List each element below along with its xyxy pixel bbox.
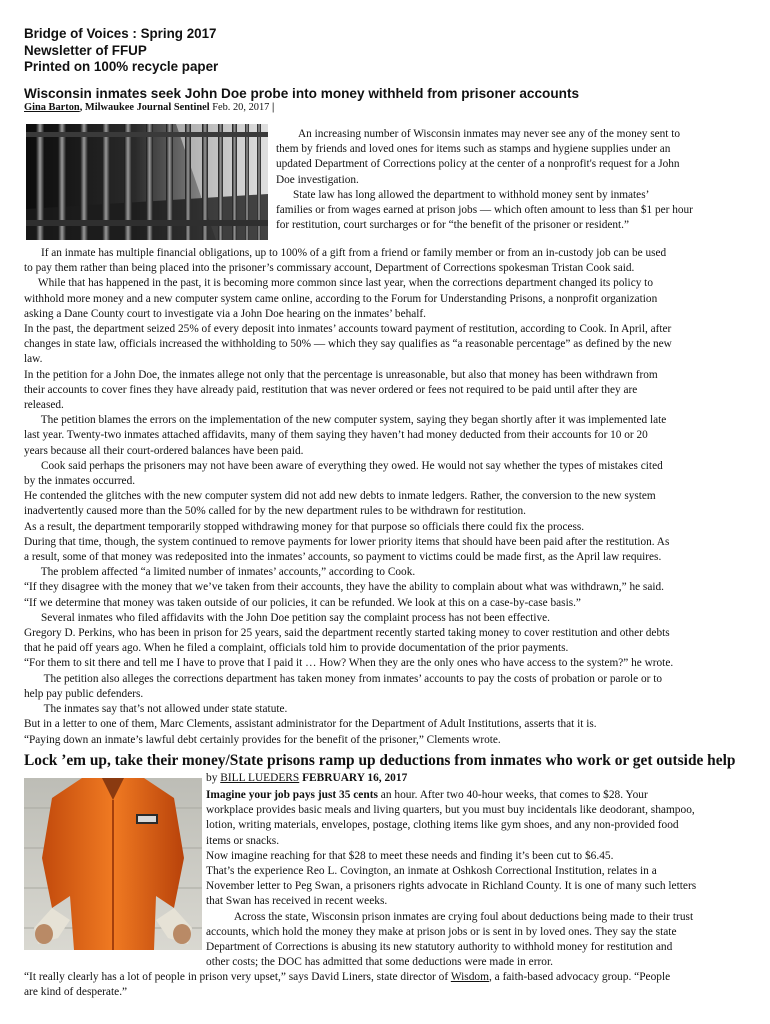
text-line: That’s the experience Reo L. Covington, an inmate at Oshkosh Correctional Institution, relates in a bbox=[206, 865, 657, 878]
text-line: The petition also alleges the corrections department has taken money from inmates’ accounts to pay the costs of probation or parole or to bbox=[24, 672, 662, 685]
article2-body bbox=[206, 788, 696, 970]
article1-date: Feb. 20, 2017 bbox=[209, 102, 270, 113]
text-line: families or from wages earned at prison jobs — which often amount to less than $1 per hour bbox=[276, 204, 693, 217]
orange-jumpsuit-photo bbox=[24, 778, 202, 950]
text-line: “For them to sit there and tell me I have to prove that I paid it … How? When they are the only ones who have access to the system?” he wrote. bbox=[24, 657, 674, 670]
article2-author-link[interactable]: BILL LUEDERS bbox=[220, 772, 300, 784]
text-line: The inmates say that’s not allowed under state statute. bbox=[24, 703, 288, 716]
text-line: Several inmates who filed affidavits with the John Doe petition say the complaint process has not been effective. bbox=[24, 611, 551, 624]
text-line: Cook said perhaps the prisoners may not have been aware of everything they owed. He would not say whether the types of mistakes cited bbox=[24, 459, 663, 472]
text-line: that Swan has received in recent weeks. bbox=[206, 895, 388, 908]
text-line: inadvertently caused more than the 50% called for by the new department rules to be withdrawn for restitution. bbox=[24, 505, 526, 518]
text-line bbox=[24, 970, 670, 985]
text-line: State law has long allowed the department to withhold money sent by inmates’ bbox=[276, 188, 650, 201]
article2-date: FEBRUARY 16, 2017 bbox=[299, 772, 408, 784]
quote-pre: “It really clearly has a lot of people in prison very upset,” says David Liners, state director of bbox=[24, 971, 451, 983]
text-line: During that time, though, the system continued to remove payments for lower priority items that should have been paid after the restitution. As bbox=[24, 535, 670, 548]
wisdom-link[interactable]: Wisdom bbox=[450, 971, 489, 983]
text-line: workplace provides basic meals and living quarters, but you must buy incidentals like deodorant, shampoo, bbox=[206, 804, 695, 817]
text-line: items or snacks. bbox=[206, 834, 280, 847]
text-line: help pay public defenders. bbox=[24, 687, 144, 700]
text-line: withhold more money and a new computer system came online, according to the Forum for Understanding Prisons, a nonprofit organization bbox=[24, 292, 658, 305]
article1-author-link[interactable]: Gina Barton bbox=[24, 102, 80, 113]
newsletter-header bbox=[24, 26, 218, 76]
text-line: If an inmate has multiple financial obligations, up to 100% of a gift from a friend or family member or from an in-custody job can be used bbox=[24, 247, 667, 259]
text-line: accounts, which hold the money they make at prison jobs or is sent in by loved ones. They say the state bbox=[206, 925, 677, 938]
text-line: asking a Dane County court to investigate via a John Doe hearing on the inmates’ behalf. bbox=[24, 307, 426, 320]
text-line: “If we determine that money was taken outside of our policies, it can be refunded. We look at this on a case-by-case basis.” bbox=[24, 596, 581, 609]
text-line: last year. Twenty-two inmates attached affidavits, many of them saying they haven’t had money deducted from their accounts for 10 or 20 bbox=[24, 429, 648, 442]
text-line: The problem affected “a limited number of inmates’ accounts,” according to Cook. bbox=[24, 566, 416, 579]
text-line: law. bbox=[24, 353, 43, 366]
text-line: Gregory D. Perkins, who has been in prison for 25 years, said the department recently started taking money to cover restitution and other debts bbox=[24, 627, 670, 640]
text-line: But in a letter to one of them, Marc Clements, assistant administrator for the Department of Adult Institutions, asserts that it is. bbox=[24, 718, 597, 731]
article2-by: by bbox=[206, 772, 221, 784]
article2-byline bbox=[206, 772, 407, 784]
article1-headline: Wisconsin inmates seek John Doe probe into money withheld from prisoner accounts bbox=[24, 86, 580, 101]
article2-lead-rest: an hour. After two 40-hour weeks, that comes to $28. Your bbox=[377, 789, 648, 801]
text-line: Now imagine reaching for that $28 to meet these needs and finding it’s been cut to $6.45. bbox=[206, 849, 614, 862]
text-line: released. bbox=[24, 399, 64, 412]
text-line: by the inmates occurred. bbox=[24, 475, 136, 488]
article1-intro bbox=[276, 127, 693, 233]
text-line: their accounts to cover fines they have already paid, restitution that was never ordered or fees not required to be paid until after they are bbox=[24, 383, 638, 396]
article2-lead-bold: Imagine your job pays just 35 cents bbox=[206, 789, 378, 801]
text-line: updated Department of Corrections policy at the center of a nonprofit's request for a John bbox=[276, 158, 680, 171]
text-line: As a result, the department temporarily stopped withdrawing money for that purpose so officials there could fix the process. bbox=[24, 520, 585, 533]
text-line: An increasing number of Wisconsin inmates may never see any of the money sent to bbox=[276, 128, 681, 140]
article1-separator: | bbox=[269, 102, 275, 113]
quote-post: , a faith-based advocacy group. “People bbox=[488, 971, 671, 983]
article1-byline bbox=[24, 102, 274, 113]
text-line: changes in state law, officials increased the withholding to 50% — which they say qualifies as “a reasonable percentage” as defined by the new bbox=[24, 338, 672, 351]
text-line: Doe investigation. bbox=[276, 173, 359, 186]
newsletter-note: Printed on 100% recycle paper bbox=[24, 59, 219, 74]
text-line: November letter to Peg Swan, a prisoners rights advocate in Richland County. It is one of many such letters bbox=[206, 880, 697, 893]
article2-headline: Lock ’em up, take their money/State prisons ramp up deductions from inmates who work or get outside help bbox=[24, 752, 736, 769]
prison-bars-photo bbox=[26, 124, 268, 240]
text-line: While that has happened in the past, it is becoming more common since last year, when the corrections department changed its policy to bbox=[24, 277, 653, 290]
text-line: In the petition for a John Doe, the inmates allege not only that the percentage is unreasonable, but also that money has been withdrawn from bbox=[24, 368, 658, 381]
text-line: are kind of desperate.” bbox=[24, 986, 128, 999]
article1-body bbox=[24, 246, 673, 748]
text-line: lotion, writing materials, envelopes, postage, clothing items like gym shoes, and any non-provided food bbox=[206, 819, 679, 832]
text-line: In the past, the department seized 25% of every deposit into inmates’ accounts toward payment of restitution, according to Cook. In April, after bbox=[24, 323, 672, 336]
text-line: The petition blames the errors on the implementation of the new computer system, saying they began shortly after it was implemented late bbox=[24, 414, 667, 427]
text-line: Across the state, Wisconsin prison inmates are crying foul about deductions being made to their trust bbox=[206, 910, 694, 923]
text-line: “If they disagree with the money that we’ve taken from their accounts, they have the ability to complain about what was withdrawn,” he said. bbox=[24, 581, 664, 594]
text-line: “Paying down an inmate’s lawful debt certainly provides for the benefit of the prisoner,” Clements wrote. bbox=[24, 733, 501, 746]
text-line bbox=[206, 788, 696, 803]
newsletter-title: Bridge of Voices : Spring 2017 bbox=[24, 26, 217, 41]
text-line: to pay them rather than being placed into the prisoner’s commissary account, Department of Corrections spokesman Tristan Cook said. bbox=[24, 262, 635, 275]
text-line: a result, some of that money was redeposited into the inmates’ accounts, so payment to victims could be made first, as the April law requires. bbox=[24, 551, 662, 564]
text-line: that he paid off years ago. When he filed a complaint, officials told him to provide documentation of the prior payments. bbox=[24, 642, 569, 655]
article1-source: , Milwaukee Journal Sentinel bbox=[79, 102, 210, 113]
text-line: Department of Corrections is abusing its new statutory authority to withhold money for restitution and bbox=[206, 941, 673, 954]
text-line: them by friends and loved ones for items such as stamps and hygiene supplies under an bbox=[276, 143, 671, 156]
orange-jumpsuit-icon bbox=[24, 778, 202, 950]
text-line: for restitution, court surcharges or for “the benefit of the prisoner or resident.” bbox=[276, 219, 630, 232]
newsletter-subtitle: Newsletter of FFUP bbox=[24, 42, 147, 58]
text-line: He contended the glitches with the new computer system did not add new debts to inmate ledgers. Rather, the conversion to the new system bbox=[24, 490, 656, 503]
article2-quote bbox=[24, 970, 670, 1000]
text-line: years because all their court-ordered balances have been paid. bbox=[24, 444, 304, 457]
prison-bars-icon bbox=[26, 124, 268, 240]
text-line: other costs; the DOC has admitted that some deductions were made in error. bbox=[206, 956, 554, 969]
